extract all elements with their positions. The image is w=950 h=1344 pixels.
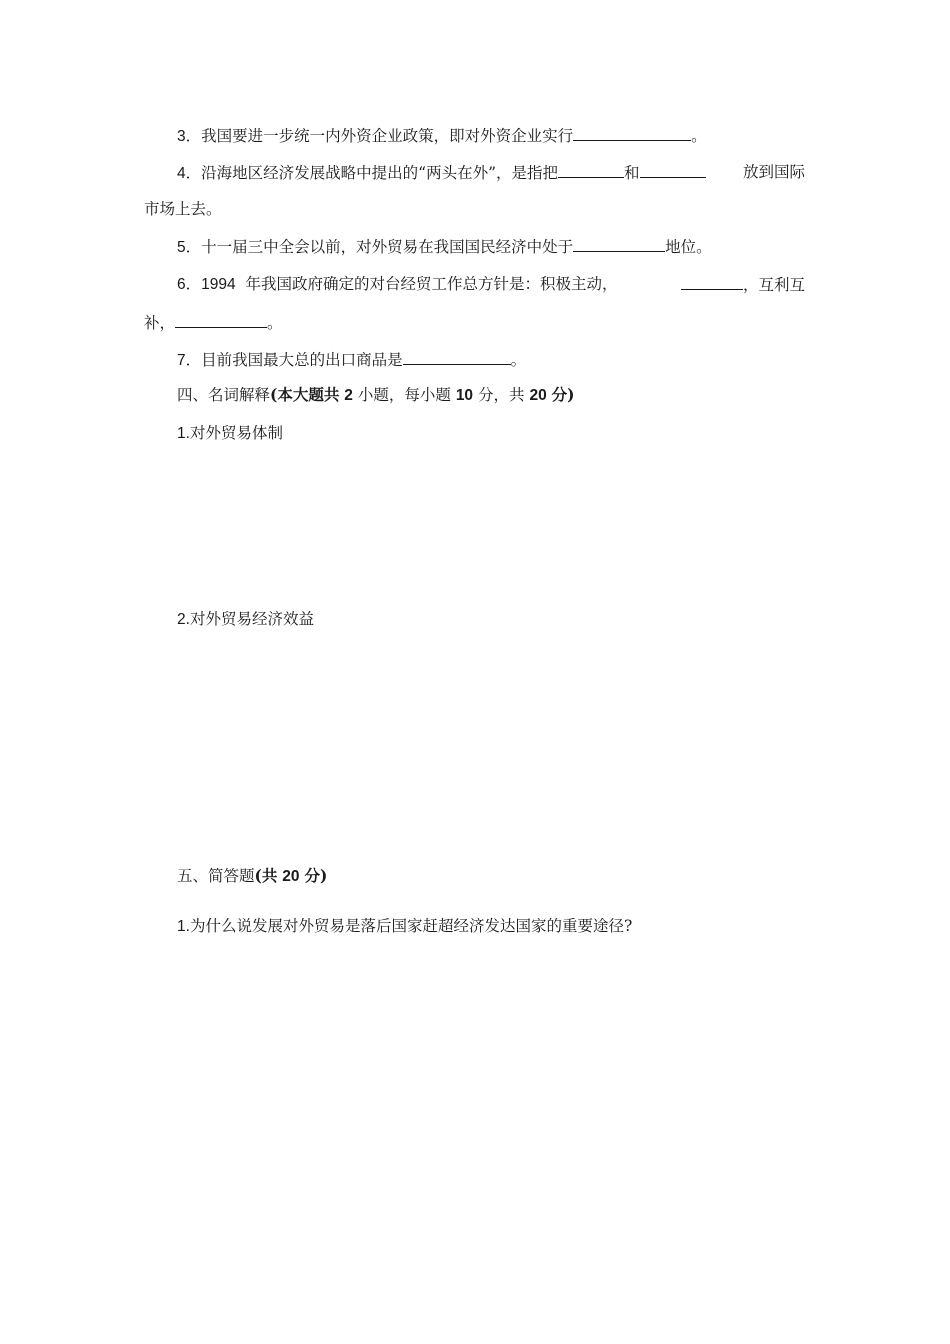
question-text: 沿海地区经济发展战略中提出的“两头在外”，是指把: [201, 164, 558, 182]
term-question-1: [177, 423, 283, 444]
question-text: 为什么说发展对外贸易是落后国家赶超经济发达国家的重要途径?: [189, 917, 633, 935]
section-info: 小题，每小题: [357, 386, 451, 404]
question-end: 。: [267, 314, 283, 332]
question-dot: ．: [185, 127, 202, 145]
term-question-2: [177, 609, 314, 630]
answer-blank-1[interactable]: [681, 274, 743, 290]
section-info: 分): [304, 866, 328, 885]
question-text: 对外贸易经济效益: [189, 610, 314, 628]
question-6-continued: [144, 312, 283, 333]
question-4-part-a: [177, 162, 706, 184]
question-3: [177, 125, 707, 147]
section-info: (共: [254, 866, 278, 885]
question-end: 。: [691, 127, 707, 145]
question-number: 4: [177, 165, 186, 182]
section-each-points: 10: [455, 387, 474, 404]
question-dot: ．: [185, 275, 202, 293]
question-number: 2.: [177, 611, 190, 628]
question-text: ，互利互: [742, 276, 805, 294]
answer-blank-2[interactable]: [175, 312, 267, 328]
answer-blank[interactable]: [403, 349, 511, 365]
section-title: 五、简答题: [177, 867, 255, 885]
question-number: 6: [177, 276, 186, 293]
question-number: 7: [177, 352, 186, 369]
question-dot: ．: [185, 351, 202, 369]
question-text: 十一届三中全会以前，对外贸易在我国国民经济中处于: [201, 238, 574, 256]
question-6: [177, 274, 805, 295]
question-text: 补，: [144, 314, 176, 332]
question-4: [177, 162, 805, 184]
question-number: 1.: [177, 425, 190, 442]
answer-blank-1[interactable]: [558, 162, 624, 178]
question-number: 1.: [177, 918, 190, 935]
section-total-points: 20: [282, 868, 300, 885]
question-text: 市场上去。: [144, 200, 222, 218]
question-text: 我国要进一步统一内外资企业政策，即对外资企业实行: [201, 127, 574, 145]
question-text: 地位。: [665, 238, 712, 256]
question-6-part-a: [177, 274, 618, 295]
question-text: 对外贸易体制: [189, 424, 283, 442]
question-number: 5: [177, 239, 186, 256]
question-dot: ．: [185, 238, 202, 256]
answer-blank-2[interactable]: [640, 162, 706, 178]
question-dot: ．: [185, 164, 202, 182]
answer-blank[interactable]: [573, 125, 691, 141]
answer-blank[interactable]: [573, 236, 665, 252]
question-text: 和: [624, 164, 640, 182]
question-end: 。: [510, 351, 527, 369]
question-7: [177, 349, 526, 371]
section-title: 四、名词解释: [177, 386, 271, 404]
section-5-heading: [177, 866, 327, 887]
section-4-heading: [177, 385, 574, 406]
question-text: 放到国际: [742, 163, 805, 181]
question-number: 3: [177, 128, 186, 145]
section-total-points: 20: [529, 387, 547, 404]
short-answer-question-1: [177, 916, 632, 937]
question-text: 年我国政府确定的对台经贸工作总方针是：积极主动，: [245, 275, 618, 293]
question-year: 1994: [201, 276, 236, 293]
section-info: 分，共: [478, 386, 525, 404]
question-4-continued: [144, 199, 222, 219]
section-info: 分): [551, 385, 575, 404]
section-count: 2: [344, 387, 353, 404]
question-6-part-b: [681, 274, 805, 295]
question-text: 目前我国最大总的出口商品是: [201, 351, 403, 369]
question-5: [177, 236, 712, 258]
section-info: (本大题共: [270, 385, 340, 404]
